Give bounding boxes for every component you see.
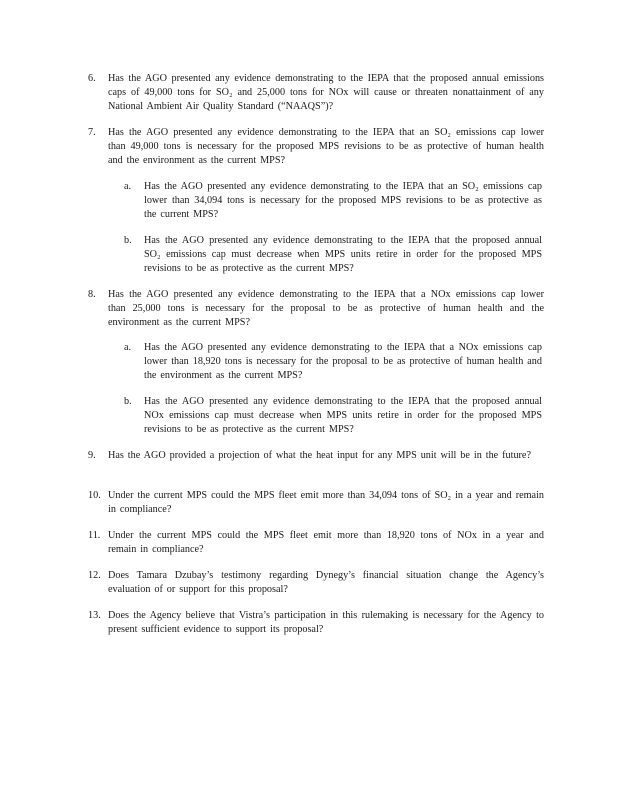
question-text: Has the AGO presented any evidence demonstrating to the IEPA that an SO₂ emissions cap lower than 49,000 tons is necessary for the proposed MPS revisions to be as protective of human health and the environment as the current MPS? [108,127,544,166]
subquestion-label: a. [124,342,132,353]
question-number: 12. [88,570,101,581]
subquestion-text: Has the AGO presented any evidence demonstrating to the IEPA that the proposed annual NOx emissions cap must decrease when MPS units retire in order for the proposed MPS revisions to be as protective as the current MPS? [144,396,542,435]
question-13 [88,609,544,637]
question-11 [88,529,544,557]
question-number: 13. [88,610,101,621]
question-text: Has the AGO provided a projection of what the heat input for any MPS unit will be in the future? [108,450,531,461]
question-number: 7. [88,127,96,138]
question-number: 11. [88,530,101,541]
question-text: Does the Agency believe that Vistra’s participation in this rulemaking is necessary for the Agency to present sufficient evidence to support its proposal? [108,610,544,635]
subquestion-label: b. [124,396,132,407]
question-8 [88,288,544,330]
question-8b [124,395,542,437]
question-10 [88,489,544,517]
question-9 [88,449,544,463]
question-text: Under the current MPS could the MPS fleet emit more than 18,920 tons of NOx in a year and remain in compliance? [108,530,544,555]
subquestion-label: a. [124,181,132,192]
question-7 [88,126,544,168]
question-text: Does Tamara Dzubay’s testimony regarding Dynegy’s financial situation change the Agency’s evaluation of or support for this proposal? [108,570,544,595]
subquestion-text: Has the AGO presented any evidence demonstrating to the IEPA that a NOx emissions cap lower than 18,920 tons is necessary for the proposal to be as protective of human health and the environment as the current MPS? [144,342,542,381]
subquestion-text: Has the AGO presented any evidence demonstrating to the IEPA that the proposed annual SO₂ emissions cap must decrease when MPS units retire in order for the proposed MPS revisions to be as protective as the current MPS? [144,235,542,274]
question-text: Has the AGO presented any evidence demonstrating to the IEPA that the proposed annual emissions caps of 49,000 tons for SO₂ and 25,000 tons for NOx will cause or threaten nonattainment of any National Ambient Air Quality Standard (“NAAQS”)? [108,73,544,112]
question-7b [124,234,542,276]
question-6 [88,72,544,114]
question-number: 6. [88,73,96,84]
question-number: 8. [88,289,96,300]
question-text: Under the current MPS could the MPS fleet emit more than 34,094 tons of SO₂ in a year and remain in compliance? [108,490,544,515]
question-12 [88,569,544,597]
subquestion-label: b. [124,235,132,246]
question-number: 10. [88,490,101,501]
question-text: Has the AGO presented any evidence demonstrating to the IEPA that a NOx emissions cap lower than 25,000 tons is necessary for the proposal to be as protective of human health and the environment as the current MPS? [108,289,544,328]
question-7a [124,180,542,222]
question-number: 9. [88,450,96,461]
subquestion-text: Has the AGO presented any evidence demonstrating to the IEPA that an SO₂ emissions cap lower than 34,094 tons is necessary for the proposed MPS revisions to be as protective as the current MPS? [144,181,542,220]
question-8a [124,341,542,383]
